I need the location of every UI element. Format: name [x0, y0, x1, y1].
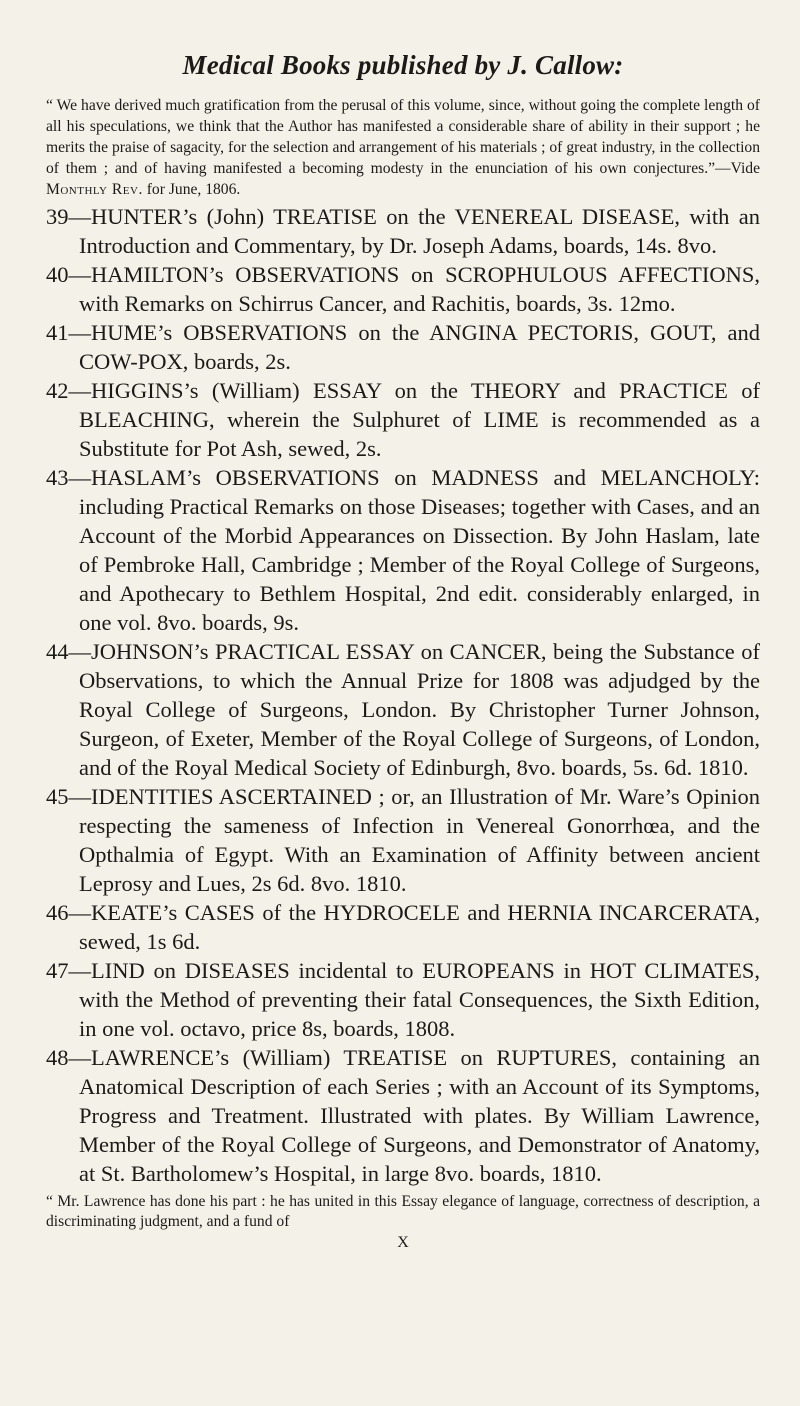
catalogue-entry-48: 48—LAWRENCE’s (William) TREATISE on RUPTURES, containing an Anatomical Description of each Series ; with an Account of its Symptoms, Progress and Treatment. Illustrated with plates. By William Lawrence, Member of the Royal College of Surgeons, and Demonstrator of Anatomy, at St. Bartholomew’s Hospital, in large 8vo. boards, 1810.: [46, 1045, 760, 1186]
catalogue-entry-44: 44—JOHNSON’s PRACTICAL ESSAY on CANCER, being the Substance of Observations, to which the Annual Prize for 1808 was adjudged by the Royal College of Surgeons, London. By Christopher Turner Johnson, Surgeon, of Exeter, Member of the Royal College of Surgeons, of London, and of the Royal Medical Society of Edinburgh, 8vo. boards, 5s. 6d. 1810.: [46, 639, 760, 780]
signature-mark: X: [397, 1234, 409, 1251]
opening-review-quote: [46, 95, 760, 200]
catalogue-entry-39: 39—HUNTER’s (John) TREATISE on the VENEREAL DISEASE, with an Introduction and Commentary, by Dr. Joseph Adams, boards, 14s. 8vo.: [46, 204, 760, 258]
quote-source: Monthly Rev.: [46, 181, 143, 198]
quote-tail: for June, 1806.: [142, 181, 241, 198]
quote-text: “ We have derived much gratification from the perusal of this volume, since, without going the complete length of all his speculations, we think that the Author has manifested a considerable share of ability in their support ; he merits the praise of sagacity, for the selection and arrangement of his materials ; of great industry, in the collection of them ; and of having manifested a becoming modesty in the enunciation of his own conjectures.”—Vide: [46, 97, 760, 177]
catalogue-entry-41: 41—HUME’s OBSERVATIONS on the ANGINA PECTORIS, GOUT, and COW-POX, boards, 2s.: [46, 320, 760, 374]
catalogue-entry-45: 45—IDENTITIES ASCERTAINED ; or, an Illustration of Mr. Ware’s Opinion respecting the sameness of Infection in Venereal Gonorrhœa, and the Opthalmia of Egypt. With an Examination of Affinity between ancient Leprosy and Lues, 2s 6d. 8vo. 1810.: [46, 784, 760, 896]
catalogue-entries: [46, 202, 760, 1188]
closing-review-quote: “ Mr. Lawrence has done his part : he has united in this Essay elegance of language, correctness of description, a discriminating judgment, and a fund of: [46, 1193, 760, 1230]
catalogue-entry-42: 42—HIGGINS’s (William) ESSAY on the THEORY and PRACTICE of BLEACHING, wherein the Sulphuret of LIME is recommended as a Substitute for Pot Ash, sewed, 2s.: [46, 378, 760, 461]
catalogue-entry-40: 40—HAMILTON’s OBSERVATIONS on SCROPHULOUS AFFECTIONS, with Remarks on Schirrus Cancer, and Rachitis, boards, 3s. 12mo.: [46, 262, 760, 316]
catalogue-entry-43: 43—HASLAM’s OBSERVATIONS on MADNESS and MELANCHOLY: including Practical Remarks on those Diseases; together with Cases, and an Account of the Morbid Appearances on Dissection. By John Haslam, late of Pembroke Hall, Cambridge ; Member of the Royal College of Surgeons, and Apothecary to Bethlem Hospital, 2nd edit. considerably enlarged, in one vol. 8vo. boards, 9s.: [46, 465, 760, 635]
catalogue-entry-47: 47—LIND on DISEASES incidental to EUROPEANS in HOT CLIMATES, with the Method of preventing their fatal Consequences, the Sixth Edition, in one vol. octavo, price 8s, boards, 1808.: [46, 958, 760, 1041]
catalogue-entry-46: 46—KEATE’s CASES of the HYDROCELE and HERNIA INCARCERATA, sewed, 1s 6d.: [46, 900, 760, 954]
running-head: Medical Books published by J. Callow:: [182, 50, 624, 80]
